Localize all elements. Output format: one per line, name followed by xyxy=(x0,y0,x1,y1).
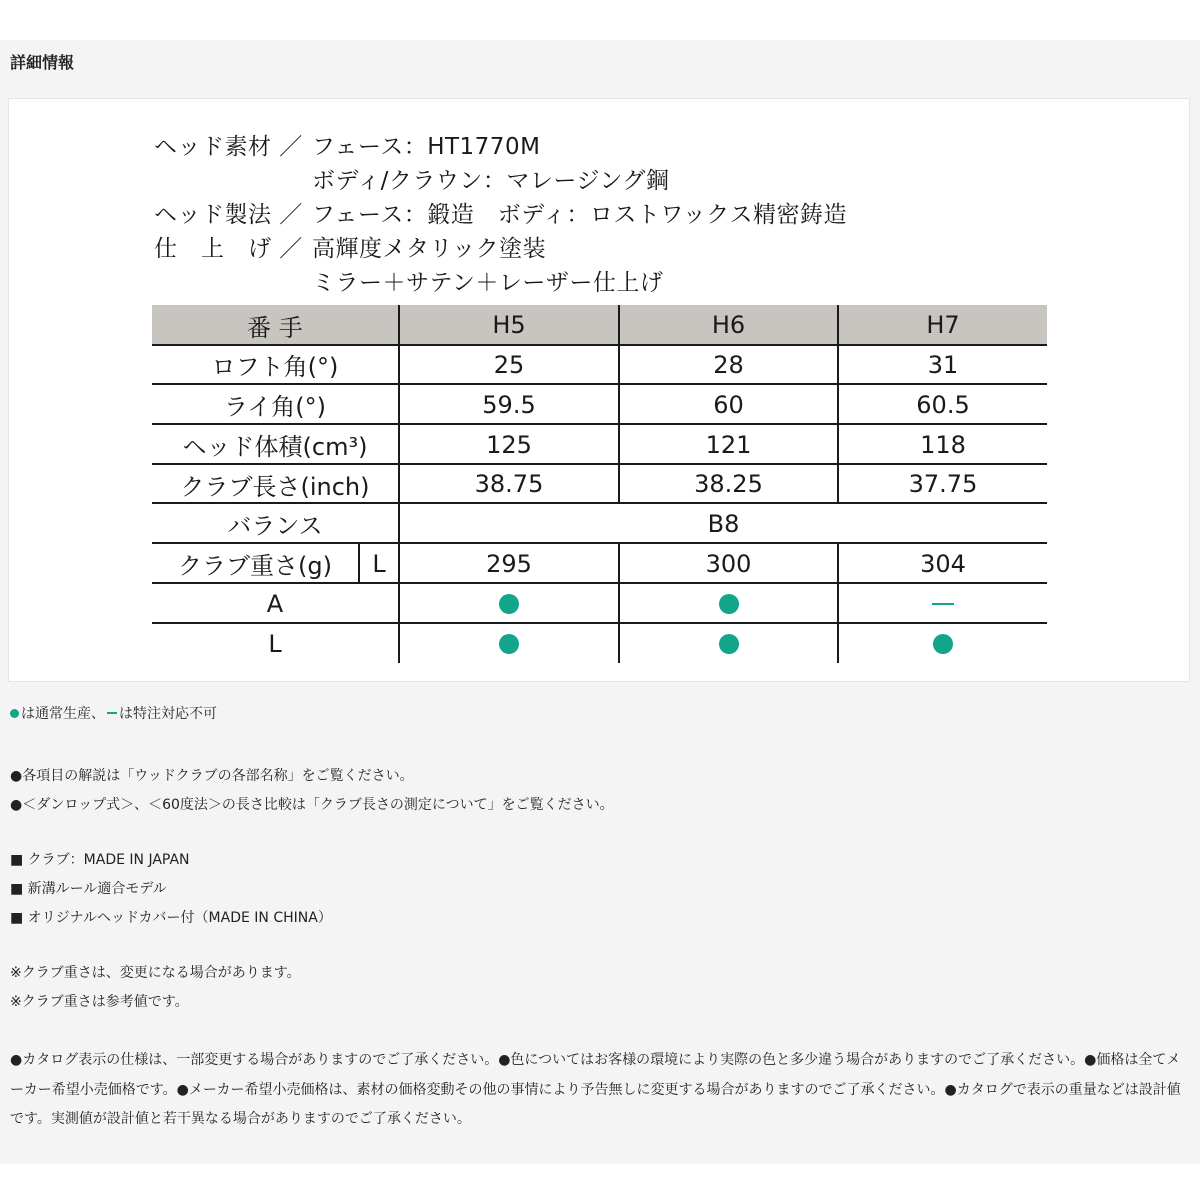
disclaimer-text: ●カタログ表示の仕様は、一部変更する場合がありますのでご了承ください。●色についてはお客様の環境により実際の色と多少違う場合がありますのでご了承ください。●価格は全てメーカー希望小売価格です。●メーカー希望小売価格は、素材の価格変動その他の事情により予告無しに変更する場合がありますのでご了承ください。●カタログで表示の重量などは設計値です。実測値が設計値と若干異なる場合がありますのでご了承ください。 xyxy=(10,1052,1181,1127)
availability-cell xyxy=(400,624,618,663)
column-header-h6: H6 xyxy=(711,311,746,339)
remark-item: ※クラブ重さは参考値です。 xyxy=(10,994,189,1010)
availability-cell xyxy=(839,624,1047,663)
feature-item: ■ オリジナルヘッドカバー付（MADE IN CHINA） xyxy=(10,910,332,926)
table-cell: 25 xyxy=(493,350,525,379)
row-label-flex-a: A xyxy=(266,589,284,618)
unavailable-dash-icon xyxy=(107,712,117,714)
spec-line-head-manufacturing xyxy=(0,196,1200,228)
available-dot-icon xyxy=(499,634,519,654)
available-dot-icon xyxy=(499,594,519,614)
spec-line-head-material xyxy=(0,128,1200,160)
table-cell: 125 xyxy=(486,430,532,459)
row-label-head-volume: ヘッド体積(cm³) xyxy=(182,433,368,461)
table-cell: 28 xyxy=(713,350,744,379)
available-dot-icon xyxy=(933,634,953,654)
table-cell: 31 xyxy=(927,350,959,379)
availability-cell xyxy=(839,584,1047,623)
row-label-club-length: クラブ長さ(inch) xyxy=(180,472,370,501)
availability-cell xyxy=(400,584,618,623)
availability-cell xyxy=(620,624,837,663)
table-cell: 37.75 xyxy=(908,470,978,498)
note-item: ●＜ダンロップ式＞、＜60度法＞の長さ比較は「クラブ長さの測定について」をご覧ください。 xyxy=(10,797,614,813)
spec-table xyxy=(152,305,1047,663)
spec-label: 仕 上 げ ／ xyxy=(154,236,303,262)
row-label-balance: バランス xyxy=(227,512,323,540)
table-cell: 295 xyxy=(486,549,532,578)
table-cell: 60 xyxy=(713,390,744,419)
available-dot-icon xyxy=(10,709,19,718)
legend-text-unavailable: は特注対応不可 xyxy=(119,706,217,722)
spec-line-body-material xyxy=(0,162,1200,194)
row-label-lie: ライ角(°) xyxy=(223,393,326,421)
column-header-h7: H7 xyxy=(926,311,960,339)
table-cell: 38.75 xyxy=(474,470,544,498)
weight-flex-label: L xyxy=(372,549,386,578)
row-label-loft: ロフト角(°) xyxy=(211,353,339,381)
availability-cell xyxy=(620,584,837,623)
feature-item: ■ クラブ：MADE IN JAPAN xyxy=(10,852,190,868)
table-cell: 38.25 xyxy=(694,470,763,498)
available-dot-icon xyxy=(719,634,739,654)
row-label-flex-l: L xyxy=(268,629,282,658)
spec-value: 高輝度メタリック塗装 xyxy=(312,236,547,262)
column-header-h5: H5 xyxy=(492,311,526,339)
header-label: 番 手 xyxy=(247,313,303,342)
spec-value: ミラー＋サテン＋レーザー仕上げ xyxy=(312,270,664,296)
spec-line-finish-detail xyxy=(0,264,1200,296)
spec-value: ボディ/クラウン：マレージング鋼 xyxy=(312,168,670,194)
legend-text-available: は通常生産、 xyxy=(21,706,105,722)
section-title: 詳細情報 xyxy=(10,53,75,72)
spec-line-finish xyxy=(0,230,1200,262)
balance-value: B8 xyxy=(707,509,740,538)
feature-item: ■ 新溝ルール適合モデル xyxy=(10,881,167,897)
spec-value: フェース：鍛造 ボディ：ロストワックス精密鋳造 xyxy=(312,202,847,228)
spec-label: ヘッド製法 ／ xyxy=(154,202,303,228)
availability-legend xyxy=(10,703,217,723)
unavailable-dash-icon xyxy=(932,603,954,605)
table-cell: 118 xyxy=(920,430,966,459)
table-cell: 121 xyxy=(705,430,752,459)
table-cell: 60.5 xyxy=(916,390,970,419)
row-label-club-weight: クラブ重さ(g) xyxy=(178,552,332,580)
spec-label: ヘッド素材 ／ xyxy=(154,134,303,160)
table-cell: 59.5 xyxy=(482,390,536,419)
available-dot-icon xyxy=(719,594,739,614)
table-cell: 304 xyxy=(920,549,966,578)
table-cell: 300 xyxy=(705,549,752,578)
remark-item: ※クラブ重さは、変更になる場合があります。 xyxy=(10,965,301,981)
note-item: ●各項目の解説は「ウッドクラブの各部名称」をご覧ください。 xyxy=(10,768,414,784)
spec-value: フェース：HT1770M xyxy=(312,134,541,160)
